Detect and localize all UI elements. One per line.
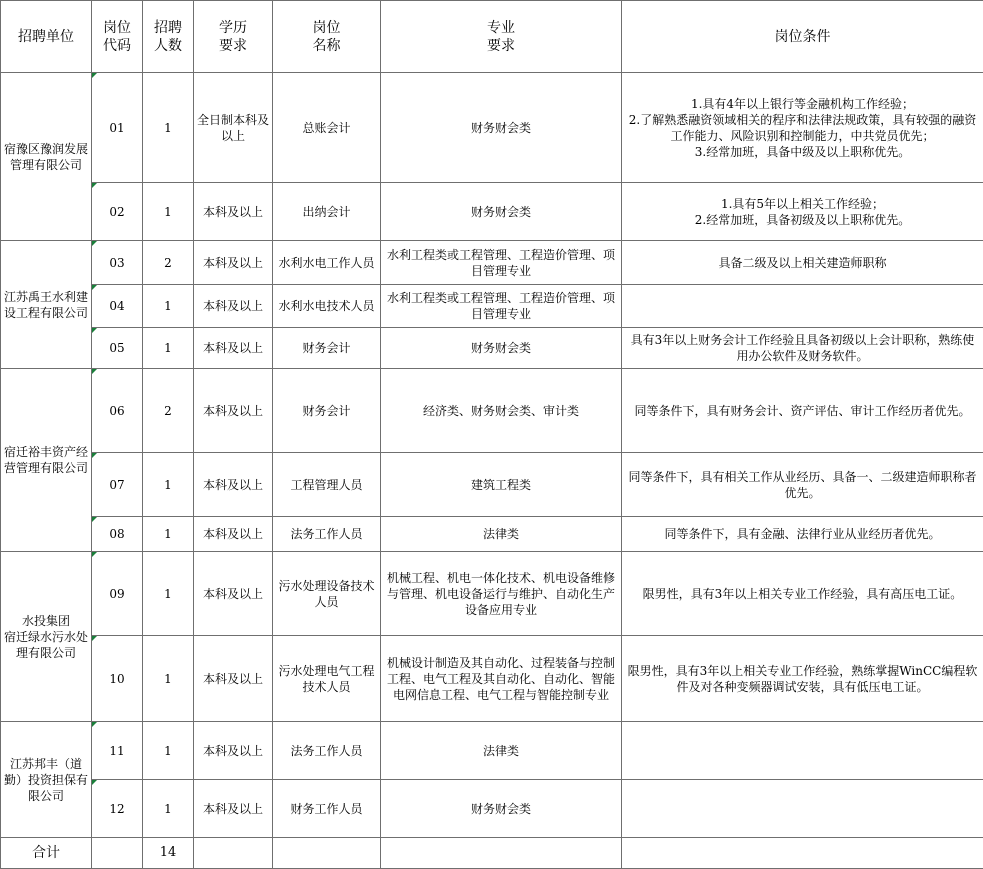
- table-row: [1, 241, 983, 285]
- major-cell: 机械工程、机电一体化技术、机电设备维修与管理、机电设备运行与维护、自动化生产设备应用专业: [381, 552, 622, 636]
- table-row: [1, 183, 983, 241]
- edu-cell: 本科及以上: [194, 453, 273, 517]
- major-cell: 机械设计制造及其自动化、过程装备与控制工程、电气工程及其自动化、自动化、智能电网信息工程、电气工程与智能控制专业: [381, 636, 622, 722]
- unit-cell: 江苏邦丰（道勤）投资担保有限公司: [1, 722, 92, 838]
- code-cell: 11: [92, 722, 143, 780]
- major-cell: 建筑工程类: [381, 453, 622, 517]
- code-cell: 12: [92, 780, 143, 838]
- code-cell: 08: [92, 517, 143, 552]
- code-cell: 02: [92, 183, 143, 241]
- post-cell: 工程管理人员: [273, 453, 381, 517]
- post-cell: 污水处理设备技术人员: [273, 552, 381, 636]
- table-row: [1, 285, 983, 328]
- header-cond: 岗位条件: [622, 1, 983, 73]
- header-edu: 学历 要求: [194, 1, 273, 73]
- table-row: [1, 517, 983, 552]
- major-cell: 经济类、财务财会类、审计类: [381, 369, 622, 453]
- edu-cell: 本科及以上: [194, 183, 273, 241]
- table-row: [1, 73, 983, 183]
- cond-cell: 具备二级及以上相关建造师职称: [622, 241, 983, 285]
- cond-cell: 限男性，具有3年以上相关专业工作经验，熟练掌握WinCC编程软件及对各种变频器调试安装，具有低压电工证。: [622, 636, 983, 722]
- unit-cell: 宿豫区豫润发展管理有限公司: [1, 73, 92, 241]
- post-cell: 总账会计: [273, 73, 381, 183]
- code-cell: 06: [92, 369, 143, 453]
- count-cell: 1: [143, 780, 194, 838]
- cond-cell: 具有3年以上财务会计工作经验且具备初级以上会计职称，熟练使用办公软件及财务软件。: [622, 328, 983, 369]
- edu-cell: 本科及以上: [194, 517, 273, 552]
- major-cell: 财务财会类: [381, 73, 622, 183]
- cond-cell: 1.具有5年以上相关工作经验； 2.经常加班，具备初级及以上职称优先。: [622, 183, 983, 241]
- edu-cell: 本科及以上: [194, 636, 273, 722]
- table-row: [1, 552, 983, 636]
- cond-cell: 同等条件下，具有财务会计、资产评估、审计工作经历者优先。: [622, 369, 983, 453]
- major-cell: 财务财会类: [381, 328, 622, 369]
- total-major-empty: [381, 838, 622, 869]
- header-code: 岗位 代码: [92, 1, 143, 73]
- table-row: [1, 722, 983, 780]
- cond-cell: 同等条件下，具有金融、法律行业从业经历者优先。: [622, 517, 983, 552]
- post-cell: 水利水电技术人员: [273, 285, 381, 328]
- edu-cell: 本科及以上: [194, 369, 273, 453]
- cond-cell: 1.具有4年以上银行等金融机构工作经验； 2.了解熟悉融资领域相关的程序和法律法规政策，具有较强的融资工作能力、风险识别和控制能力，中共党员优先； 3.经常加班，具备中级及以上职称优先。: [622, 73, 983, 183]
- table-row: [1, 780, 983, 838]
- count-cell: 2: [143, 369, 194, 453]
- table-row: [1, 328, 983, 369]
- table-row: [1, 636, 983, 722]
- count-cell: 1: [143, 183, 194, 241]
- header-count: 招聘 人数: [143, 1, 194, 73]
- count-cell: 1: [143, 328, 194, 369]
- major-cell: 财务财会类: [381, 780, 622, 838]
- cond-cell: 限男性，具有3年以上相关专业工作经验，具有高压电工证。: [622, 552, 983, 636]
- edu-cell: 全日制本科及以上: [194, 73, 273, 183]
- edu-cell: 本科及以上: [194, 722, 273, 780]
- edu-cell: 本科及以上: [194, 328, 273, 369]
- count-cell: 1: [143, 552, 194, 636]
- count-cell: 1: [143, 453, 194, 517]
- major-cell: 水利工程类或工程管理、工程造价管理、项目管理专业: [381, 241, 622, 285]
- edu-cell: 本科及以上: [194, 552, 273, 636]
- total-edu-empty: [194, 838, 273, 869]
- edu-cell: 本科及以上: [194, 241, 273, 285]
- total-post-empty: [273, 838, 381, 869]
- header-unit: 招聘单位: [1, 1, 92, 73]
- total-code-empty: [92, 838, 143, 869]
- total-cond-empty: [622, 838, 983, 869]
- header-major: 专业 要求: [381, 1, 622, 73]
- post-cell: 出纳会计: [273, 183, 381, 241]
- cond-cell: [622, 285, 983, 328]
- post-cell: 污水处理电气工程技术人员: [273, 636, 381, 722]
- post-cell: 法务工作人员: [273, 517, 381, 552]
- edu-cell: 本科及以上: [194, 780, 273, 838]
- count-cell: 1: [143, 722, 194, 780]
- code-cell: 01: [92, 73, 143, 183]
- code-cell: 10: [92, 636, 143, 722]
- count-cell: 1: [143, 517, 194, 552]
- cond-cell: 同等条件下，具有相关工作从业经历、具备一、二级建造师职称者优先。: [622, 453, 983, 517]
- major-cell: 水利工程类或工程管理、工程造价管理、项目管理专业: [381, 285, 622, 328]
- count-cell: 1: [143, 636, 194, 722]
- cond-cell: [622, 780, 983, 838]
- major-cell: 法律类: [381, 517, 622, 552]
- post-cell: 财务会计: [273, 369, 381, 453]
- code-cell: 05: [92, 328, 143, 369]
- unit-cell: 水投集团 宿迁绿水污水处理有限公司: [1, 552, 92, 722]
- count-cell: 1: [143, 73, 194, 183]
- edu-cell: 本科及以上: [194, 285, 273, 328]
- unit-cell: 宿迁裕丰资产经营管理有限公司: [1, 369, 92, 552]
- post-cell: 财务工作人员: [273, 780, 381, 838]
- code-cell: 03: [92, 241, 143, 285]
- table-row: [1, 369, 983, 453]
- post-cell: 财务会计: [273, 328, 381, 369]
- post-cell: 法务工作人员: [273, 722, 381, 780]
- header-post: 岗位 名称: [273, 1, 381, 73]
- table-row: [1, 453, 983, 517]
- post-cell: 水利水电工作人员: [273, 241, 381, 285]
- total-label: 合计: [1, 838, 92, 869]
- count-cell: 2: [143, 241, 194, 285]
- cond-cell: [622, 722, 983, 780]
- total-count: 14: [143, 838, 194, 869]
- header-row: [1, 1, 983, 73]
- major-cell: 财务财会类: [381, 183, 622, 241]
- code-cell: 04: [92, 285, 143, 328]
- count-cell: 1: [143, 285, 194, 328]
- total-row: [1, 838, 983, 869]
- unit-cell: 江苏禹王水利建设工程有限公司: [1, 241, 92, 369]
- code-cell: 09: [92, 552, 143, 636]
- code-cell: 07: [92, 453, 143, 517]
- major-cell: 法律类: [381, 722, 622, 780]
